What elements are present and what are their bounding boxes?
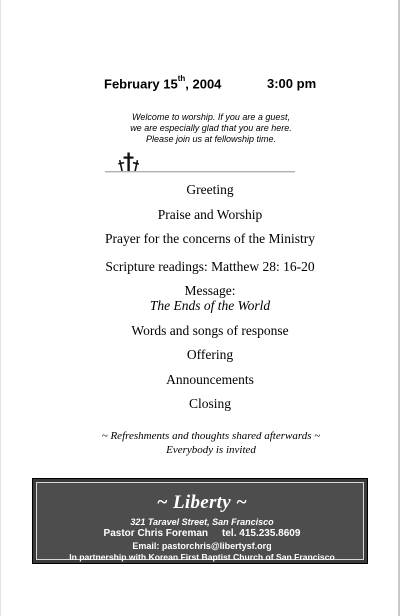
pastor-line	[37, 528, 367, 539]
order-item: Prayer for the concerns of the Ministry	[105, 231, 315, 246]
message-label: Message:	[184, 283, 236, 298]
welcome-line: Please join us at fellowship time.	[145, 134, 277, 144]
refreshments-note	[0, 429, 400, 457]
church-address: 321 Taravel Street, San Francisco	[130, 517, 274, 527]
order-item: Closing	[188, 396, 231, 411]
welcome-line: we are especially glad that you are here.	[130, 123, 292, 133]
section-divider	[105, 171, 295, 173]
date-suffix: th	[177, 74, 186, 83]
pastor-name: Pastor Chris Foreman	[103, 528, 209, 539]
date-year: , 2004	[185, 76, 222, 92]
order-item: Words and songs of response	[131, 323, 289, 338]
order-item: Announcements	[166, 372, 254, 387]
order-item: Praise and Worship	[157, 207, 263, 222]
order-item: Greeting	[186, 182, 234, 197]
pastor-phone: tel. 415.235.8609	[222, 528, 301, 539]
church-info-frame	[36, 482, 364, 560]
church-info-box	[32, 478, 368, 564]
date-text: February 15	[104, 76, 178, 92]
message-title: The Ends of the World	[149, 298, 271, 313]
service-time: 3:00 pm	[267, 76, 317, 91]
note-line: Everybody is invited	[166, 444, 256, 456]
order-item: Scripture readings: Matthew 28: 16-20	[105, 259, 315, 274]
church-name: ~ Liberty ~	[156, 492, 248, 513]
welcome-line: Welcome to worship. If you are a guest,	[132, 112, 290, 122]
partnership-line: In partnership with Korean First Baptist Church of San Francisco	[69, 552, 335, 562]
order-item: Offering	[186, 347, 234, 362]
page-edge	[0, 0, 1, 616]
three-crosses-icon	[118, 152, 140, 172]
service-date	[104, 76, 221, 91]
pastor-email: Email: pastorchris@libertysf.org	[132, 541, 272, 551]
welcome-message	[0, 112, 400, 145]
note-line: ~ Refreshments and thoughts shared afterwards ~	[101, 430, 321, 442]
